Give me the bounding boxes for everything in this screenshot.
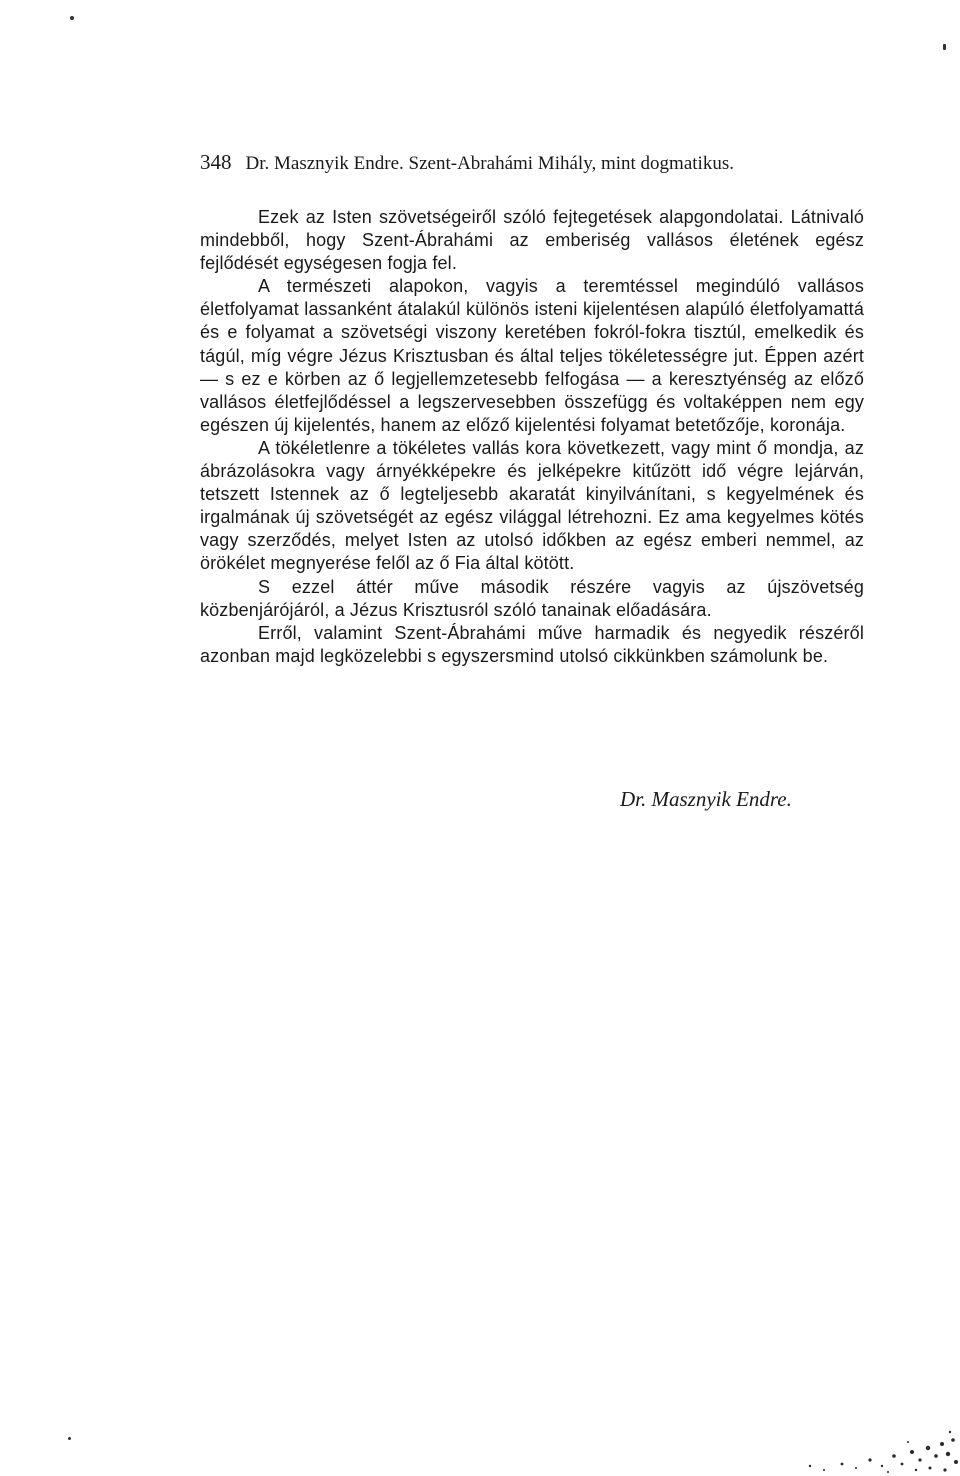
scan-speck xyxy=(70,16,74,20)
scan-speck xyxy=(943,44,946,50)
page-number: 348 xyxy=(200,150,232,174)
paragraph: S ezzel áttér műve második részére vagyis az újszövetség közbenjárójáról, a Jézus Krisztusról szóló tanainak előadására. xyxy=(200,576,864,620)
author-signature: Dr. Masznyik Endre. xyxy=(620,787,792,811)
scan-speck xyxy=(68,1437,71,1440)
paragraph: A természeti alapokon, vagyis a teremtéssel megindúló vallásos életfolyamat lassanként átalakúl különös isteni kijelentésen alapúló életfolyamattá és e folyamat a szövetségi viszony keretében fokról-fokra tisztúl, emelkedik és tágúl, míg végre Jézus Krisztusban és által teljes tökéletességre jut. Éppen azért — s ez e körben az ő legjellemzetesebb felfogása — a keresztyénség az előző vallásos életfejlődéssel a legszervesebben összefügg és voltaképpen nem egy egészen új kijelentés, hanem az előző kijelentési folyamat betetőzője, koronája. xyxy=(200,276,864,435)
running-head xyxy=(200,150,880,176)
scan-noise xyxy=(790,1426,960,1476)
article-body xyxy=(200,206,864,668)
paragraph: Ezek az Isten szövetségeiről szóló fejtegetések alapgondolatai. Látnivaló mindebből, hogy Szent-Ábrahámi az emberiség vallásos életének egész fejlődését egységesen fogja fel. xyxy=(200,207,864,274)
paragraph: Erről, valamint Szent-Ábrahámi műve harmadik és negyedik részéről azonban majd legközelebbi s egyszersmind utolsó cikkünkben számolunk be. xyxy=(200,622,864,666)
paragraph: A tökéletlenre a tökéletes vallás kora következett, vagy mint ő mondja, az ábrázolásokra vagy árnyékképekre és jelképekre kitűzött idő végre lejárván, tetszett Istennek az ő legteljesebb akaratát kinyilvánítani, s kegyelmének és irgalmának új szövetségét az egész világgal létrehozni. Ez ama kegyelmes kötés vagy szerződés, melyet Isten az utolsó időkben az egész emberi nemmel, az örökélet megnyerése felől az ő Fia által kötött. xyxy=(200,437,864,574)
running-title: Dr. Masznyik Endre. Szent-Abrahámi Mihály, mint dogmatikus. xyxy=(245,153,734,174)
